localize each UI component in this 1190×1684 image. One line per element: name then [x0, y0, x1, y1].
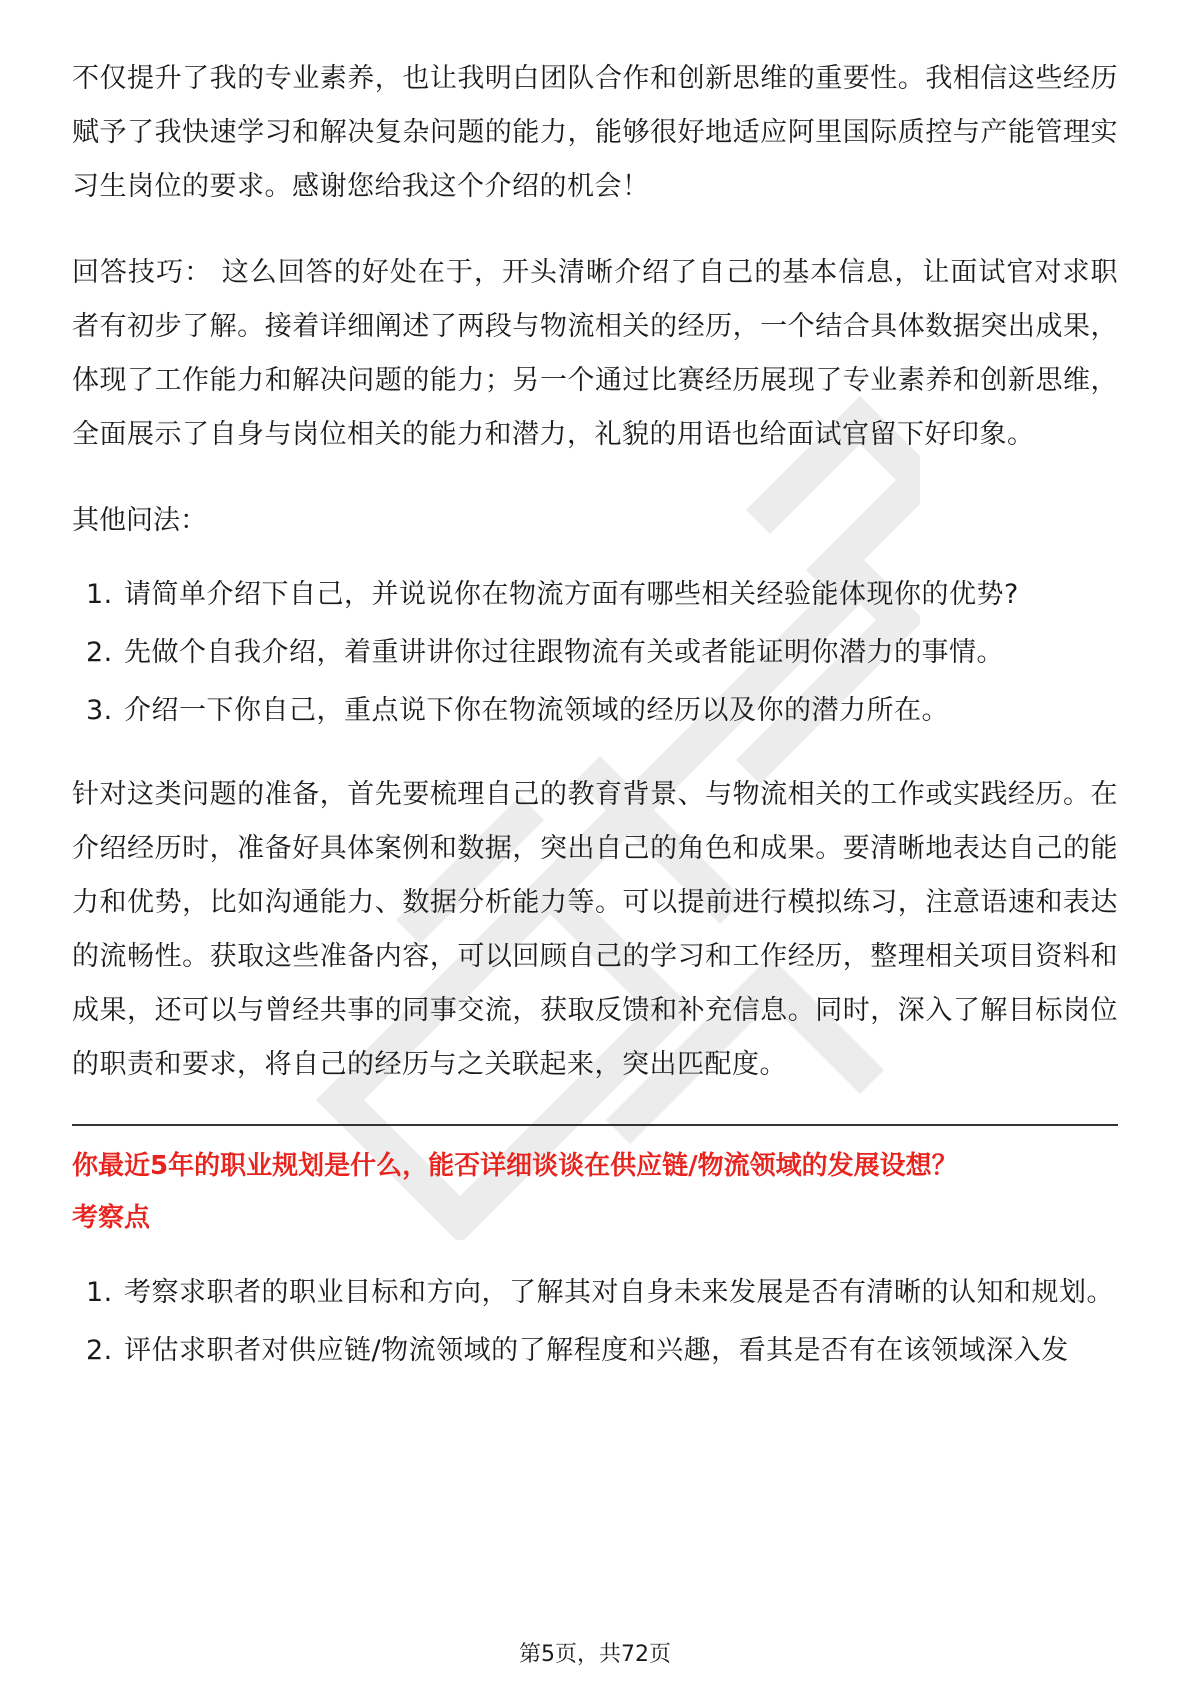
section-divider — [72, 1124, 1118, 1126]
list-item — [72, 684, 1118, 738]
list-item — [72, 1324, 1118, 1378]
list-item — [72, 568, 1118, 622]
list-item-text: 评估求职者对供应链/物流领域的了解程度和兴趣，看其是否有在该领域深入发 — [124, 1335, 1069, 1366]
list-item — [72, 626, 1118, 680]
list-item-number: 1. — [86, 579, 113, 610]
list-item-text: 先做个自我介绍，着重讲讲你过往跟物流有关或者能证明你潜力的事情。 — [124, 637, 1004, 668]
list-item-text: 介绍一下你自己，重点说下你在物流领域的经历以及你的潜力所在。 — [124, 695, 949, 726]
other-questions-list — [72, 568, 1118, 738]
assessment-points-list — [72, 1266, 1118, 1378]
paragraph-answer-tips: 回答技巧： 这么回答的好处在于，开头清晰介绍了自己的基本信息，让面试官对求职者有初步了解。接着详细阐述了两段与物流相关的经历，一个结合具体数据突出成果，体现了工作能力和解决问题的能力；另一个通过比赛经历展现了专业素养和创新思维，全面展示了自身与岗位相关的能力和潜力，礼貌的用语也给面试官留下好印象。 — [72, 257, 1118, 450]
assessment-points-heading: 考察点 — [72, 1203, 151, 1233]
list-item-number: 2. — [86, 637, 113, 668]
other-questions-label: 其他问法： — [72, 505, 207, 536]
paragraph-intro-ending: 不仅提升了我的专业素养，也让我明白团队合作和创新思维的重要性。我相信这些经历赋予了我快速学习和解决复杂问题的能力，能够很好地适应阿里国际质控与产能管理实习生岗位的要求。感谢您给我这个介绍的机会！ — [72, 63, 1118, 202]
page-content — [72, 52, 1118, 1408]
page-footer: 第5页，共72页 — [519, 1642, 671, 1667]
list-item-number: 1. — [86, 1277, 113, 1308]
paragraph-preparation: 针对这类问题的准备，首先要梳理自己的教育背景、与物流相关的工作或实践经历。在介绍经历时，准备好具体案例和数据，突出自己的角色和成果。要清晰地表达自己的能力和优势，比如沟通能力、数据分析能力等。可以提前进行模拟练习，注意语速和表达的流畅性。获取这些准备内容，可以回顾自己的学习和工作经历，整理相关项目资料和成果，还可以与曾经共事的同事交流，获取反馈和补充信息。同时，深入了解目标岗位的职责和要求，将自己的经历与之关联起来，突出匹配度。 — [72, 779, 1118, 1080]
list-item-text: 考察求职者的职业目标和方向，了解其对自身未来发展是否有清晰的认知和规划。 — [124, 1277, 1114, 1308]
list-item — [72, 1266, 1118, 1320]
list-item-text: 请简单介绍下自己，并说说你在物流方面有哪些相关经验能体现你的优势? — [124, 579, 1019, 610]
list-item-number: 3. — [86, 695, 113, 726]
list-item-number: 2. — [86, 1335, 113, 1366]
question-heading: 你最近5年的职业规划是什么，能否详细谈谈在供应链/物流领域的发展设想？ — [72, 1151, 958, 1181]
